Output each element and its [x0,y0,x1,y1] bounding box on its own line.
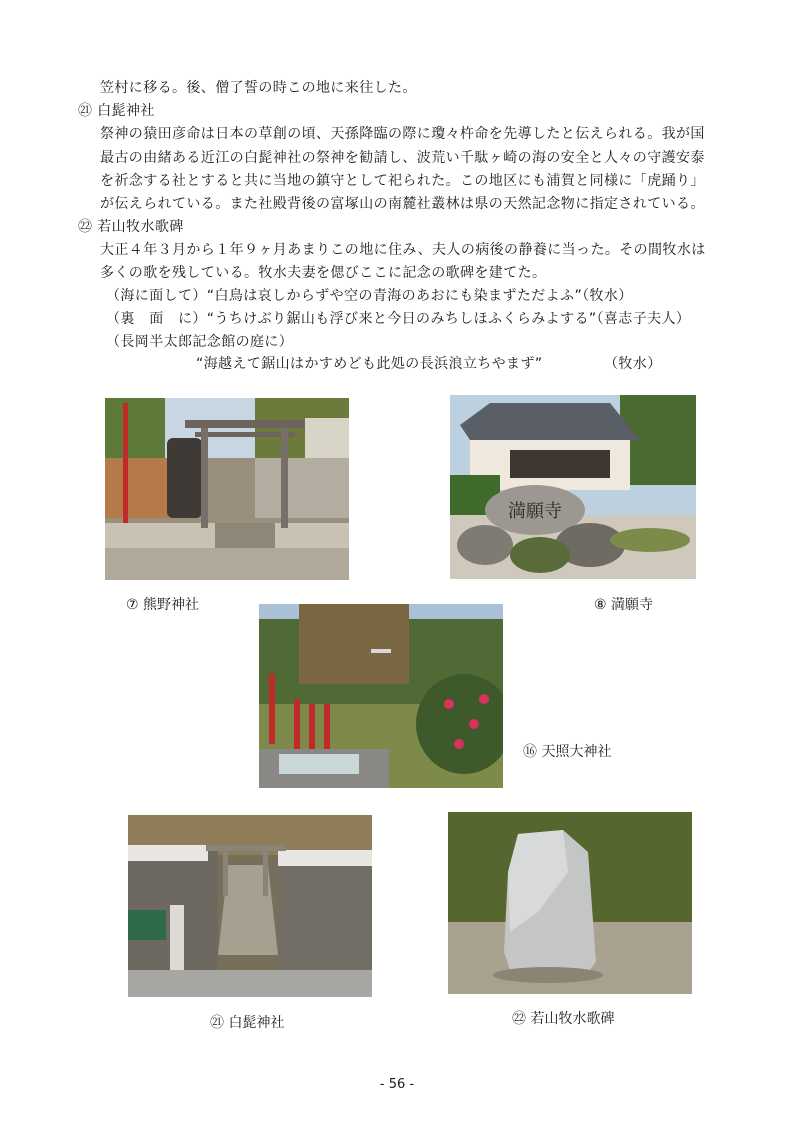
poem-line-1: （海に面して）“白鳥は哀しからずや空の青海のあおにも染まずただよふ”（牧水） [106,288,633,304]
poem-line-3: （長岡半太郎記念館の庭に） [106,334,294,350]
poem-line-2: （裏 面 に）“うちけぶり鋸山も浮び来と今日のみちしほふくらみよする”（喜志子夫人） [106,311,691,327]
poem-line-4-author: （牧水） [604,356,662,372]
para-21-line-4: が伝えられている。また社殿背後の富塚山の南麓社叢林は県の天然記念物に指定されている。 [100,196,705,212]
para-22-line-2: 多くの歌を残している。牧水夫妻を偲びここに記念の歌碑を建てた。 [100,265,547,281]
photo-shirahige-shrine [128,815,372,997]
caption-tensho-daijinja: ⑯ 天照大神社 [523,744,612,760]
caption-kumano: ⑦ 熊野神社 [126,597,200,613]
photo-kumano-shrine [105,398,349,580]
photo-manganji-temple [450,395,696,579]
caption-shirahige: ㉑ 白髭神社 [210,1015,285,1031]
caption-manganji: ⑧ 満願寺 [594,597,654,613]
poem-line-4: “海越えて鋸山はかすめども此処の長浜浪立ちやまず” [196,356,543,372]
page-number: - 56 - [379,1077,415,1092]
para-22-line-1: 大正４年３月から１年９ヶ月あまりこの地に住み、夫人の病後の静養に当った。その間牧水は [100,242,706,258]
para-21-line-1: 祭神の猿田彦命は日本の草創の頃、天孫降臨の際に瓊々杵命を先導したと伝えられる。我が国 [100,126,705,142]
photo-tensho-daijinja [259,604,503,788]
caption-bokusui: ㉒ 若山牧水歌碑 [512,1011,615,1027]
heading-bokusui: ㉒ 若山牧水歌碑 [78,219,184,235]
heading-shirahige: ㉑ 白髭神社 [78,103,155,119]
photo-bokusui-monument [448,812,692,994]
text-line-1: 笠村に移る。後、僧了誓の時この地に来往した。 [100,80,417,96]
para-21-line-2: 最古の由緒ある近江の白髭神社の祭神を勧請し、波荒い千駄ヶ崎の海の安全と人々の守護安泰 [100,150,705,166]
para-21-line-3: を祈念する社とすると共に当地の鎮守として祀られた。この地区にも浦賀と同様に「虎踊り」 [100,173,705,189]
stone-inscription: 満願寺 [508,501,562,522]
